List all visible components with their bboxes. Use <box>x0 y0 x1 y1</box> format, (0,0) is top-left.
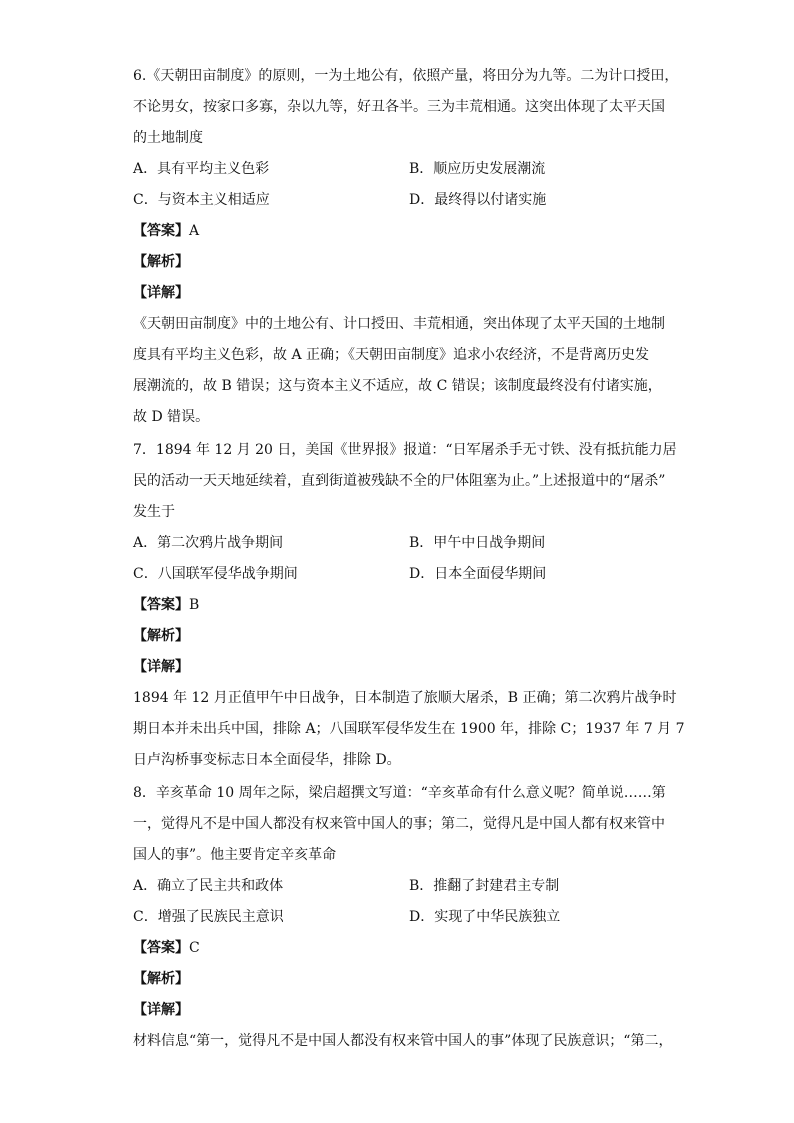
q6-stem-line-3: 的土地制度 <box>133 130 203 146</box>
q8-stem-line-3: 国人的事”。他主要肯定辛亥革命 <box>133 847 337 863</box>
q8-option-c: C．增强了民族民主意识 <box>133 909 284 925</box>
q8-option-b: B．推翻了封建君主专制 <box>409 878 560 894</box>
q6-detail-line-1: 《天朝田亩制度》中的土地公有、计口授田、丰荒相通，突出体现了太平天国的土地制 <box>133 316 665 332</box>
q8-stem-line-2: 一，觉得凡不是中国人都没有权来管中国人的事；第二，觉得凡是中国人都有权来管中 <box>133 816 665 832</box>
q6-answer <box>133 221 199 241</box>
q6-analysis-label: 【解析】 <box>133 254 189 270</box>
q8-option-d: D．实现了中华民族独立 <box>409 909 561 925</box>
q7-stem-line-3: 发生于 <box>133 504 175 520</box>
q6-detail-label: 【详解】 <box>133 285 189 301</box>
q7-answer <box>133 595 199 615</box>
q6-stem-line-2: 不论男女，按家口多寡，杂以九等，好丑各半。三为丰荒相通。这突出体现了太平天国 <box>133 99 665 115</box>
q6-option-c: C．与资本主义相适应 <box>133 192 270 208</box>
q8-answer-value: C <box>189 940 200 956</box>
q7-analysis-label: 【解析】 <box>133 628 189 644</box>
q8-analysis-label: 【解析】 <box>133 971 189 987</box>
q8-detail-line-1: 材料信息“第一，觉得凡不是中国人都没有权来管中国人的事”体现了民族意识；“第二， <box>133 1033 673 1049</box>
q7-answer-label: 【答案】 <box>133 597 189 613</box>
q7-option-a: A．第二次鸦片战争期间 <box>133 535 284 551</box>
q6-option-b: B．顺应历史发展潮流 <box>409 161 546 177</box>
q7-answer-value: B <box>189 597 200 613</box>
q7-detail-line-1: 1894 年 12 月正值甲午中日战争，日本制造了旅顺大屠杀，B 正确；第二次鸦片战争时 <box>133 690 677 706</box>
q8-detail-label: 【详解】 <box>133 1002 189 1018</box>
q7-stem-line-1: 7．1894 年 12 月 20 日，美国《世界报》报道：“日军屠杀手无寸铁、没有抵抗能力居 <box>133 442 677 458</box>
q7-detail-label: 【详解】 <box>133 659 189 675</box>
q8-answer-label: 【答案】 <box>133 940 189 956</box>
q6-detail-line-4: 故 D 错误。 <box>133 409 210 425</box>
q6-option-a: A．具有平均主义色彩 <box>133 161 270 177</box>
q6-option-d: D．最终得以付诸实施 <box>409 192 547 208</box>
q8-option-a: A．确立了民主共和政体 <box>133 878 284 894</box>
q6-detail-line-3: 展潮流的，故 B 错误；这与资本主义不适应，故 C 错误；该制度最终没有付诸实施， <box>133 378 662 394</box>
q7-option-d: D．日本全面侵华期间 <box>409 566 547 582</box>
q7-option-b: B．甲午中日战争期间 <box>409 535 546 551</box>
q7-detail-line-3: 日卢沟桥事变标志日本全面侵华，排除 D。 <box>133 752 401 768</box>
q6-answer-label: 【答案】 <box>133 223 189 239</box>
q8-stem-line-1: 8．辛亥革命 10 周年之际，梁启超撰文写道：“辛亥革命有什么意义呢？简单说……第 <box>133 785 666 801</box>
q6-answer-value: A <box>189 223 200 239</box>
q6-stem-line-1: 6.《天朝田亩制度》的原则，一为土地公有，依照产量，将田分为九等。二为计口授田， <box>133 68 679 84</box>
q7-stem-line-2: 民的活动一天天地延续着，直到街道被残缺不全的尸体阻塞为止。”上述报道中的“屠杀” <box>133 473 666 489</box>
q8-answer <box>133 938 200 958</box>
q7-option-c: C．八国联军侵华战争期间 <box>133 566 298 582</box>
q7-detail-line-2: 期日本并未出兵中国，排除 A；八国联军侵华发生在 1900 年，排除 C；1937 年 7 月 7 <box>133 721 685 737</box>
q6-detail-line-2: 度具有平均主义色彩，故 A 正确；《天朝田亩制度》追求小农经济，不是背离历史发 <box>133 347 650 363</box>
